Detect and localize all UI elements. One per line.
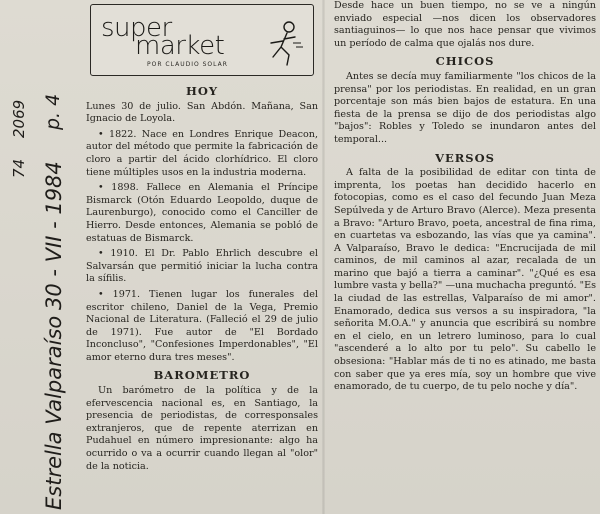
handwritten-source: Estrella Valparaíso [42,315,66,510]
left-column [86,80,318,473]
section-heading-versos: VERSOS [435,150,495,165]
versos-text: A falta de la posibilidad de editar con tinta de imprenta, los poetas han decidido hacerlo en fotocopias, como es el caso del fecundo Juan Meza Sepúlveda y de Arturo Bravo (Alerce). Meza presenta a Bravo: "Arturo Bravo, poeta, ancestral de fina rima, en cuartetas va esbozando, las vías que ya camina". A Valparaíso, Bravo le dedica: "Encrucijada de mil caminos, de mil caminos al azar, recalada de un marino que bajó a tierra a caminar". "¿Qué es esa lumbre vasta y bella?" —una muchacha preguntó. "Es la ciudad de las estrellas, Valparaíso de mi amor". Enamorado, dedica sus versos a su inspiradora, "la señorita M.O.A." y anuncia que escribirá su nombre en el cielo, en un letrero luminoso, para lo cual "ascenderé a lo alto por tu pelo". Su cabello le obsesiona: "Hablar más de ti no es atinado, me basta con saber que ya eres mía, soy un hombre que vive enamorado, de tu cuerpo, de tu pelo noche y día". [334,167,596,393]
handwritten-code: 2069 [10,99,28,138]
hoy-item: • 1822. Nace en Londres Enrique Deacon, autor del método que permite la fabricación de cloro a partir del ácido clorhídrico. El cloro tiene múltiples usos en la industria moderna. [86,128,318,178]
section-heading-barometro: BAROMETRO [153,368,251,383]
handwritten-annotation [4,10,76,510]
fold-crease [322,0,325,514]
running-person-icon [263,17,305,69]
logo-byline: POR CLAUDIO SOLAR [147,61,228,68]
column-logo [90,4,314,76]
handwritten-date: 30 - VII - 1984 [42,161,66,310]
barometro-text: Un barómetro de la política y de la efervescencia nacional es, en Santiago, la presencia de periodistas, de corresponsales extranjeros, que de repente aterrizan en Pudahuel en número impresionante: algo ha ocurrido o va a ocurrir cuando llegan al "olor" de la noticia. [86,385,318,472]
handwritten-page: p. 4 [42,93,64,130]
logo-line-1: super [101,13,172,43]
section-heading-chicos: CHICOS [435,54,495,69]
hoy-item: • 1971. Tienen lugar los funerales del escritor chileno, Daniel de la Vega, Premio Nacional de Literatura. (Falleció el 29 de julio de 1971). Fue autor de "El Bordado Inconcluso", "Confesiones Imperdonables", "El amor eterno dura tres meses". [86,288,318,363]
chicos-text: Antes se decía muy familiarmente "los chicos de la prensa" por los periodistas. En realidad, en un gran porcentaje son más bien bajos de estatura. En una fiesta de la prensa se dijo de dos periodistas algo "bajos": Robles y Toledo se inundaron antes del temporal... [334,70,596,145]
right-column [334,0,596,394]
hoy-item: • 1898. Fallece en Alemania el Príncipe Bismarck (Otón Eduardo Leopoldo, duque de Laurenburgo), conocido como el Canciller de Hierro. Desde entonces, Alemania se pobló de estatuas de Bismarck. [86,182,318,244]
section-heading-hoy: HOY [185,84,219,98]
handwritten-code-suffix: 74 [10,158,28,178]
continuation-text: Desde hace un buen tiempo, no se ve a ningún enviado especial —nos dicen los observadores santiaguinos— lo que nos hace pensar que vivimos un período de calma que ojalás nos dure. [334,0,596,49]
hoy-item: • 1910. El Dr. Pablo Ehrlich descubre el Salvarsán que permitió iniciar la lucha contra la sífilis. [86,248,318,285]
logo-line-2: market [135,31,225,61]
hoy-intro: Lunes 30 de julio. San Abdón. Mañana, San Ignacio de Loyola. [86,100,318,125]
